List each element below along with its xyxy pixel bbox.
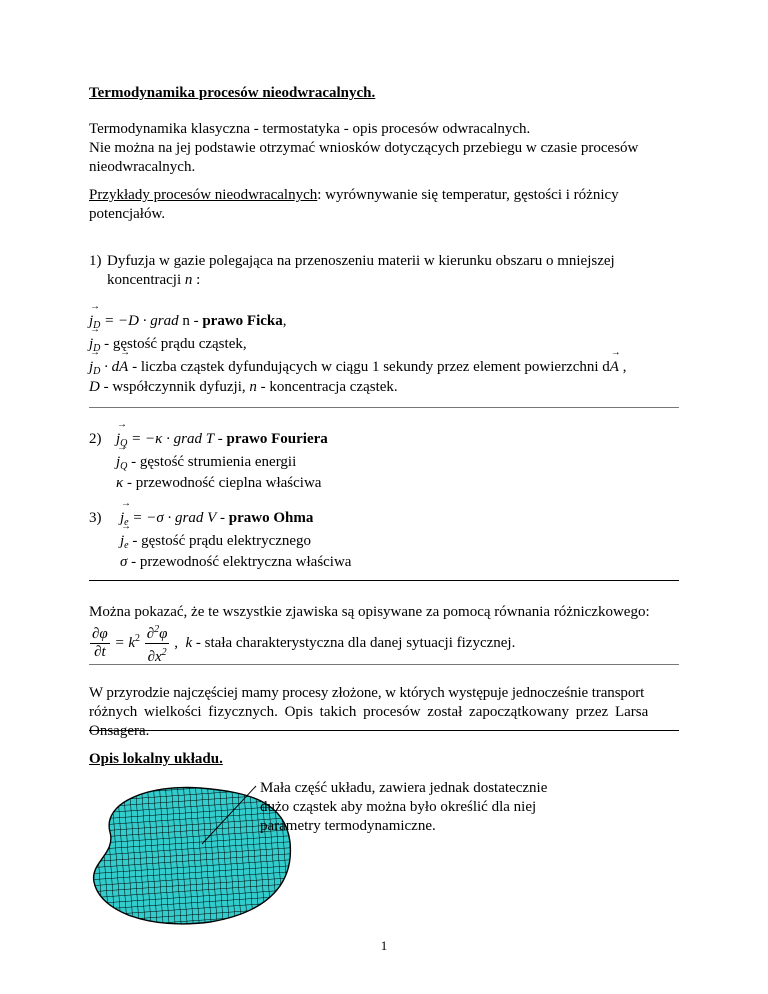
- page-title: Termodynamika procesów nieodwracalnych.: [89, 85, 376, 101]
- divider: [89, 730, 679, 731]
- intro-line: nieodwracalnych.: [89, 159, 196, 175]
- examples-label: Przykłady procesów nieodwracalnych: [89, 187, 318, 203]
- diffeq-lhs: $\frac{\partial\varphi}{\partial t}$: [92, 626, 108, 660]
- ohm-law: → $j_e = -\sigma$ · grad V - prawo Ohma: [120, 509, 313, 532]
- fick-def-current: → $j_D$ - gęstość prądu cząstek,: [89, 335, 247, 358]
- fourier-def-conductivity: κ - przewodność cieplna właściwa: [116, 475, 322, 491]
- local-section-title: Opis lokalny układu.: [89, 751, 223, 767]
- diffeq-intro: Można pokazać, że te wszystkie zjawiska są opisywane za pomocą równania różniczkowego:: [89, 604, 650, 620]
- onsager-paragraph: W przyrodzie najczęściej mamy procesy złożone, w których występuje jednocześnie transport różnych wielkości fizycznych. Opis takich procesów został zapoczątkowany przez Larsa Onsagera.: [89, 685, 649, 739]
- divider: [89, 407, 679, 408]
- examples-paragraph: Przykłady procesów nieodwracalnych: wyrównywanie się temperatur, gęstości i różnicy potencjałów.: [89, 187, 619, 222]
- item3-number: 3): [89, 510, 102, 526]
- divider: [89, 664, 679, 665]
- intro-line: Termodynamika klasyczna - termostatyka - opis procesów odwracalnych.: [89, 121, 531, 137]
- fick-def-particles: → $j_D \cdot d\to A$ - liczba cząstek dyfundujących w ciągu 1 sekundy przez element powierzchni d→ A ,: [89, 358, 626, 381]
- ohm-law-name: prawo Ohma: [228, 510, 314, 526]
- fourier-law: → $j_Q = -\kappa$ · grad T - prawo Fouriera: [116, 430, 328, 453]
- ohm-def-conductivity: σ - przewodność elektryczna właściwa: [120, 554, 352, 570]
- fick-law-name: prawo Ficka: [202, 313, 283, 329]
- intro-line: Nie można na jej podstawie otrzymać wniosków dotyczących przebiegu w czasie procesów: [89, 140, 639, 156]
- fourier-law-name: prawo Fouriera: [226, 431, 328, 447]
- item1-line: koncentracji n :: [107, 272, 201, 288]
- fick-law: → $j_D = -D$ · grad n - prawo Ficka,: [89, 312, 287, 335]
- figure-caption: Mała część układu, zawiera jednak dostatecznie dużo cząstek aby można było określić dla niej parametry termodynamiczne.: [260, 780, 548, 834]
- page-number: 1: [380, 938, 388, 953]
- fourier-def-flux: → $j_Q$ - gęstość strumienia energii: [116, 453, 296, 476]
- fick-def-coefficients: D - współczynnik dyfuzji, n - koncentracja cząstek.: [89, 379, 398, 395]
- intro-paragraph: [89, 120, 679, 177]
- item1-number: 1): [89, 253, 102, 269]
- diffeq-rhs: $\frac{\partial^2\varphi}{\partial x^2}$: [145, 621, 170, 666]
- ohm-def-current: → $j_e$ - gęstość prądu elektrycznego: [120, 532, 311, 555]
- diffusion-equation: $\frac{\partial\varphi}{\partial t}$ = $k^2$ $\frac{\partial^2\varphi}{\partial x^2}$ , k - stała charakterystyczna dla danej sytuacji fizycznej.: [89, 621, 515, 666]
- item1-line: Dyfuzja w gazie polegająca na przenoszeniu materii w kierunku obszaru o mniejszej: [107, 253, 615, 269]
- item2-number: 2): [89, 431, 102, 447]
- divider: [89, 580, 679, 581]
